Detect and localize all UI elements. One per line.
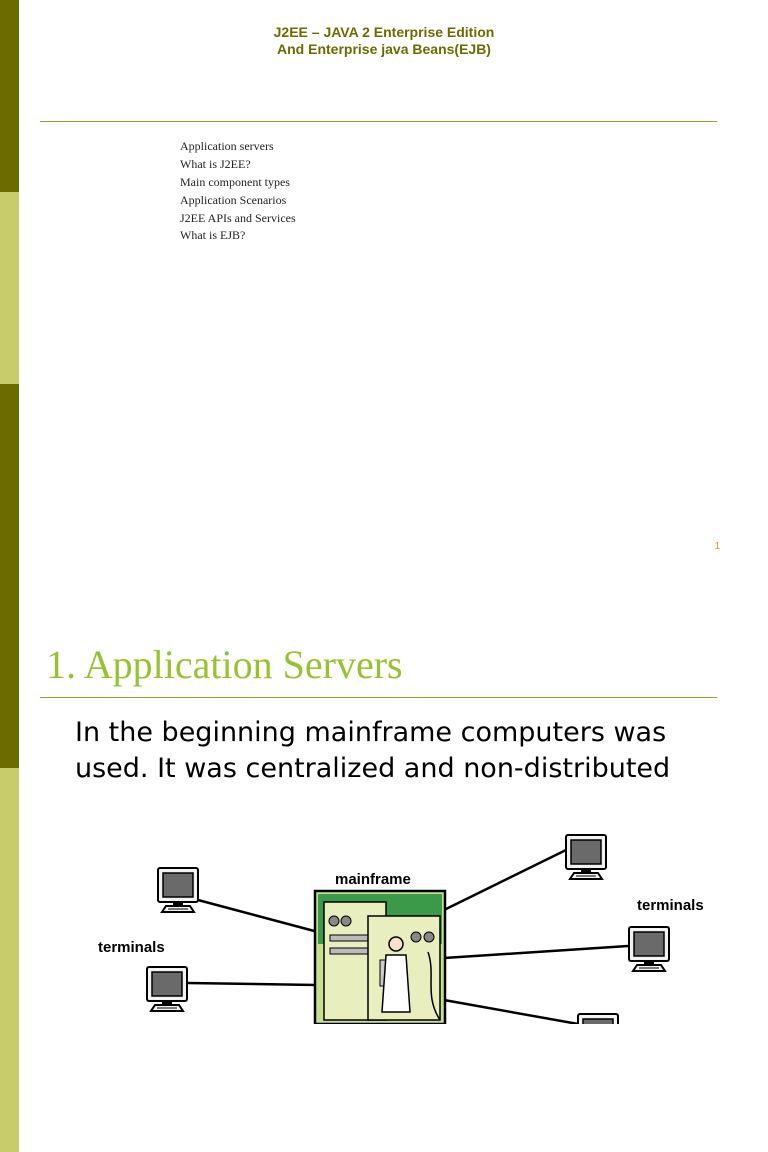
sidebar-segment xyxy=(0,0,19,192)
slide1-title xyxy=(40,24,728,58)
list-item-text: What is J2EE? xyxy=(180,157,251,172)
list-item-text: Main component types xyxy=(180,174,290,189)
list-item xyxy=(128,209,296,227)
monitor-icon xyxy=(629,927,669,971)
slide1-title-line1: J2EE – JAVA 2 Enterprise Edition xyxy=(273,24,495,40)
list-item-text: Application Scenarios xyxy=(180,192,287,207)
list-item-text: J2EE APIs and Services xyxy=(180,210,296,225)
list-item xyxy=(128,191,296,209)
terminals-label-right: terminals xyxy=(637,897,704,914)
list-item xyxy=(128,174,296,192)
list-item xyxy=(128,227,296,245)
page-number: 1 xyxy=(714,541,720,552)
sidebar-segment xyxy=(0,384,19,576)
agenda-list xyxy=(128,138,296,245)
monitor-icon xyxy=(566,835,606,879)
list-item-text: Application servers xyxy=(180,139,274,154)
monitor-icon xyxy=(158,868,198,912)
list-item xyxy=(128,138,296,156)
list-item-text: What is EJB? xyxy=(180,228,246,243)
slide2-title: 1. Application Servers xyxy=(46,642,403,687)
mainframe-label: mainframe xyxy=(335,871,411,888)
slide1-divider xyxy=(40,121,717,122)
mainframe-diagram xyxy=(0,820,768,1024)
slide2-divider xyxy=(40,697,717,698)
mainframe-icon xyxy=(315,891,445,1024)
sidebar-segment xyxy=(0,576,19,768)
list-item xyxy=(128,156,296,174)
monitor-icon xyxy=(578,1014,618,1024)
sidebar-segment xyxy=(0,192,19,384)
slide1-title-line2: And Enterprise java Beans(EJB) xyxy=(277,41,491,57)
slide2-bullet-text: In the beginning mainframe computers was used. It was centralized and non-distributed xyxy=(75,717,671,784)
monitor-icon xyxy=(147,967,187,1011)
terminals-label-left: terminals xyxy=(98,939,165,956)
